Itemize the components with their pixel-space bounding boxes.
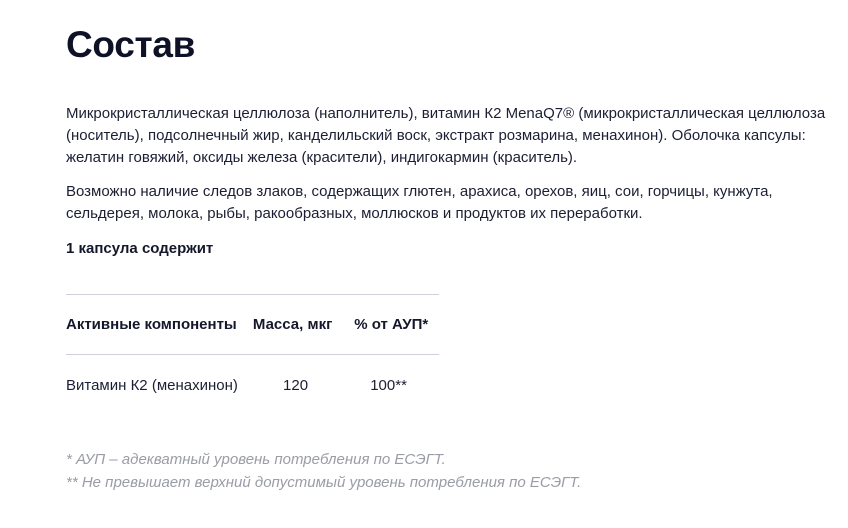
mass-cell: 120 [283,377,309,395]
nutrient-table [66,294,439,417]
table-row [66,355,439,417]
allergens-text: Возможно наличие следов злаков, содержащих глютен, арахиса, орехов, яиц, сои, горчицы, кунжута, сельдерея, молока, рыбы, ракообразных, моллюсков и продуктов их переработки. [66,183,773,222]
component-name-cell: Витамин К2 (менахинон) [66,377,238,395]
table-header-row [66,295,439,355]
column-header-mass: Масса, мкг [252,316,333,333]
column-header-component: Активные компоненты [66,316,237,333]
footnote-aup: * АУП – адекватный уровень потребления по ЕСЭГТ. [66,451,446,468]
percent-cell: 100** [370,377,407,395]
capsule-heading: 1 капсула содержит [66,240,214,257]
section-title: Состав [66,24,196,65]
ingredients-text: Микрокристаллическая целлюлоза (наполнитель), витамин К2 MenaQ7® (микрокристаллическая целлюлоза (носитель), подсолнечный жир, канделильский воск, экстракт розмарина, менахинон). Оболочка капсулы: желатин говяжий, оксиды железа (красители), индигокармин (краситель). [66,105,826,166]
footnote-upper-limit: ** Не превышает верхний допустимый уровень потребления по ЕСЭГТ. [66,474,582,491]
column-header-percent: % от АУП* [354,316,429,333]
footnotes [66,448,581,494]
